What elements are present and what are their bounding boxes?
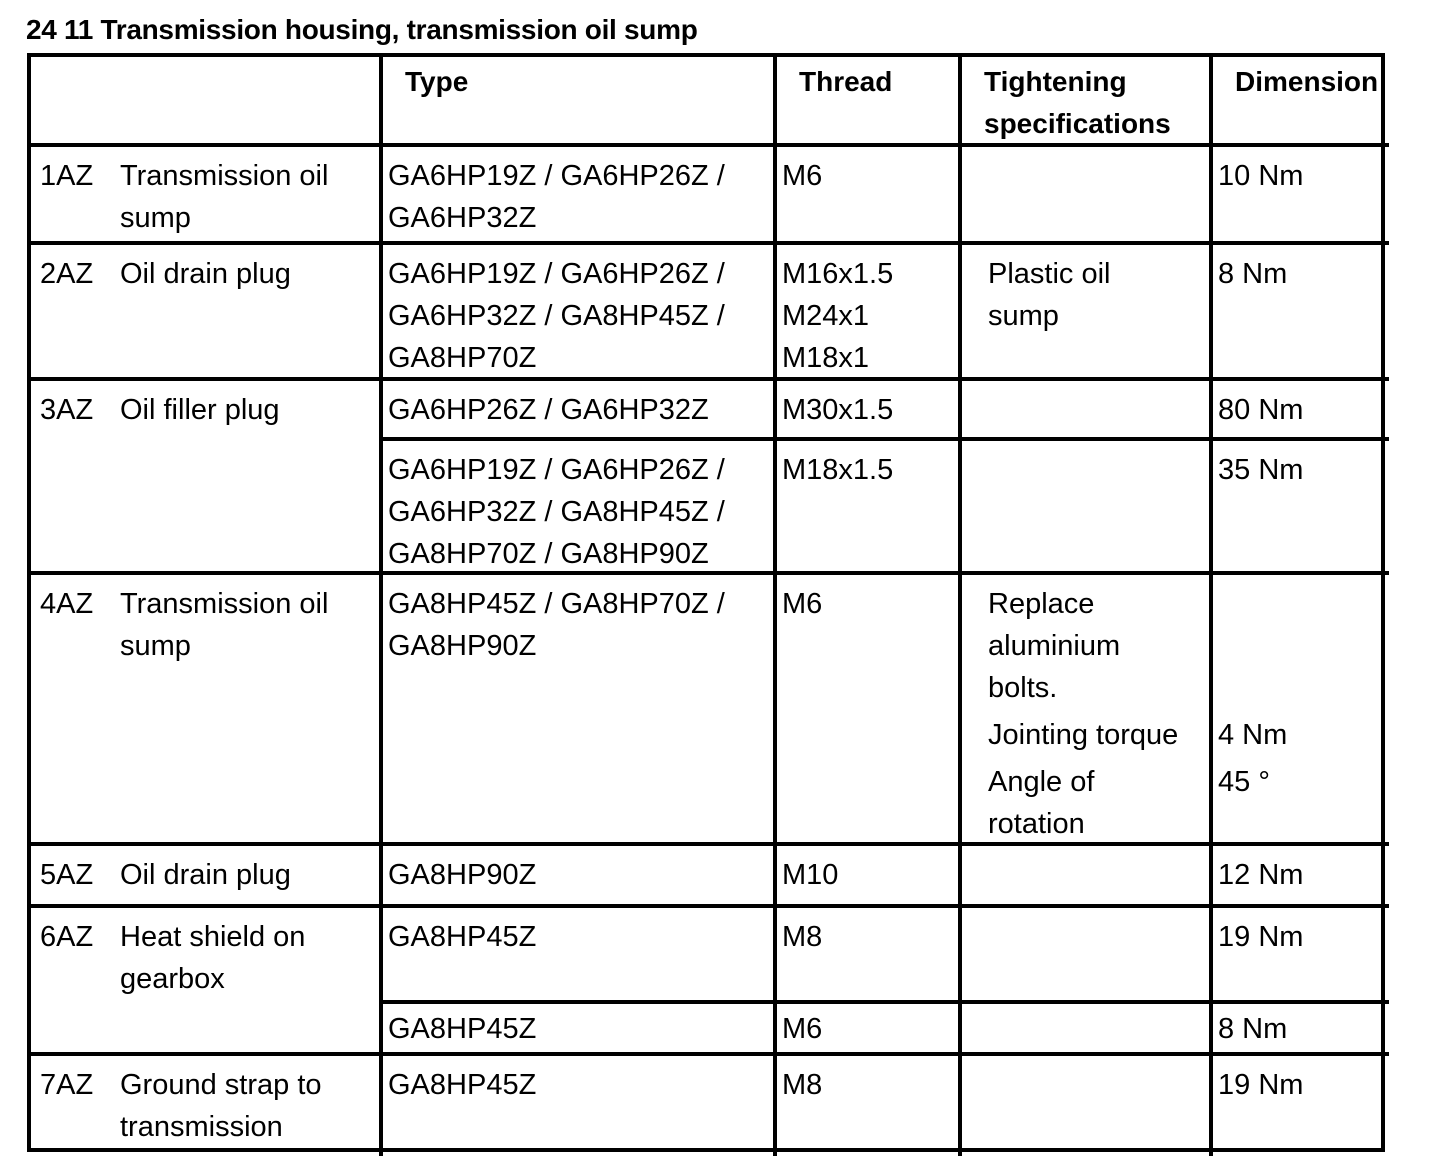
row-6az-a-type xyxy=(383,908,777,1004)
item-number: 2AZ xyxy=(40,258,94,290)
dimension-line: 19 Nm xyxy=(1218,921,1304,953)
row-4az-type xyxy=(383,575,777,846)
type-line: GA8HP45Z xyxy=(388,1069,537,1101)
item-name xyxy=(120,854,379,904)
item-name xyxy=(120,1064,379,1156)
header-tightening xyxy=(962,57,1213,147)
tightening-line: rotation xyxy=(988,808,1085,840)
row-5az-thread xyxy=(777,846,962,908)
dimension-line: 4 Nm xyxy=(1218,719,1288,751)
thread-line: M24x1 xyxy=(782,300,870,332)
tightening-line: sump xyxy=(988,300,1059,332)
thread-line: M6 xyxy=(782,588,823,620)
dimension-line: 12 Nm xyxy=(1218,859,1304,891)
type-line: GA8HP45Z xyxy=(388,921,537,953)
row-4az-item xyxy=(31,575,383,846)
row-3az-b-tightening xyxy=(962,441,1213,575)
item-number: 3AZ xyxy=(40,394,94,426)
torque-specification-table xyxy=(27,53,1385,1152)
item-name-line: Transmission oil xyxy=(120,160,329,192)
row-7az-dimension xyxy=(1213,1056,1389,1156)
row-3az-b-dimension xyxy=(1213,441,1389,575)
thread-line: M8 xyxy=(782,1069,823,1101)
row-4az-thread xyxy=(777,575,962,846)
row-6az-b-thread xyxy=(777,1004,962,1056)
thread-line: M8 xyxy=(782,921,823,953)
type-line: GA6HP32Z / GA8HP45Z / xyxy=(388,300,725,332)
item-number: 5AZ xyxy=(40,859,94,891)
item-number: 6AZ xyxy=(40,921,94,953)
type-line: GA8HP70Z / GA8HP90Z xyxy=(388,538,709,570)
item-name-line: Ground strap to xyxy=(120,1069,322,1101)
item-name-line: Transmission oil xyxy=(120,588,329,620)
row-3az-a-type xyxy=(383,381,777,441)
header-type: Type xyxy=(383,57,777,147)
row-4az-dimension xyxy=(1213,575,1389,846)
row-2az-type xyxy=(383,245,777,381)
type-line: GA6HP32Z / GA8HP45Z / xyxy=(388,496,725,528)
row-6az-b-tightening xyxy=(962,1004,1213,1056)
item-name-line: transmission xyxy=(120,1111,283,1143)
tightening-line: Angle of xyxy=(988,766,1095,798)
row-6az-a-tightening xyxy=(962,908,1213,1004)
tightening-line: Plastic oil xyxy=(988,258,1111,290)
row-6az-item xyxy=(31,908,383,1056)
type-line: GA8HP45Z xyxy=(388,1013,537,1045)
item-name-line: Oil drain plug xyxy=(120,258,291,290)
item-name-line: Oil filler plug xyxy=(120,394,280,426)
row-1az-item xyxy=(31,147,383,245)
row-4az-tightening xyxy=(962,575,1213,846)
dimension-line xyxy=(1218,583,1389,625)
tightening-line: Jointing torque xyxy=(988,719,1179,751)
row-1az-thread xyxy=(777,147,962,245)
thread-line: M30x1.5 xyxy=(782,394,894,426)
item-number: 7AZ xyxy=(40,1069,94,1101)
row-6az-b-type xyxy=(383,1004,777,1056)
row-3az-a-dimension xyxy=(1213,381,1389,441)
item-number: 1AZ xyxy=(40,160,94,192)
type-line: GA6HP32Z xyxy=(388,202,537,234)
row-1az-dimension xyxy=(1213,147,1389,245)
item-name xyxy=(120,253,379,377)
item-name xyxy=(120,389,379,571)
thread-line: M16x1.5 xyxy=(782,258,894,290)
dimension-line: 8 Nm xyxy=(1218,258,1288,290)
row-3az-a-thread xyxy=(777,381,962,441)
dimension-line xyxy=(1218,625,1389,667)
dimension-line: 19 Nm xyxy=(1218,1069,1304,1101)
row-7az-thread xyxy=(777,1056,962,1156)
type-line: GA8HP70Z xyxy=(388,342,537,374)
row-5az-type xyxy=(383,846,777,908)
dimension-line: 45 ° xyxy=(1218,766,1270,798)
type-line: GA6HP19Z / GA6HP26Z / xyxy=(388,258,725,290)
row-1az-type xyxy=(383,147,777,245)
item-name xyxy=(120,155,379,241)
item-name-line: sump xyxy=(120,630,191,662)
row-2az-item xyxy=(31,245,383,381)
document-title: 24 11 Transmission housing, transmission oil sump xyxy=(26,14,698,45)
row-5az-dimension xyxy=(1213,846,1389,908)
type-line: GA8HP90Z xyxy=(388,859,537,891)
thread-line: M18x1 xyxy=(782,342,870,374)
thread-line: M18x1.5 xyxy=(782,454,894,486)
type-line: GA8HP45Z / GA8HP70Z / xyxy=(388,588,725,620)
item-name-line: Heat shield on xyxy=(120,921,306,953)
dimension-line: 80 Nm xyxy=(1218,394,1304,426)
header-dimension: Dimension xyxy=(1213,57,1389,147)
item-number: 4AZ xyxy=(40,588,94,620)
row-2az-tightening xyxy=(962,245,1213,381)
row-5az-tightening xyxy=(962,846,1213,908)
row-5az-item xyxy=(31,846,383,908)
row-3az-b-thread xyxy=(777,441,962,575)
row-6az-a-dimension xyxy=(1213,908,1389,1004)
item-name xyxy=(120,916,379,1052)
item-name-line: gearbox xyxy=(120,963,225,995)
row-1az-tightening xyxy=(962,147,1213,245)
row-3az-a-tightening xyxy=(962,381,1213,441)
dimension-line: 8 Nm xyxy=(1218,1013,1288,1045)
type-line: GA6HP19Z / GA6HP26Z / xyxy=(388,454,725,486)
header-tightening-line-2: specifications xyxy=(984,108,1171,139)
thread-line: M6 xyxy=(782,160,823,192)
type-line: GA8HP90Z xyxy=(388,630,537,662)
header-item xyxy=(31,57,383,147)
dimension-line xyxy=(1218,667,1389,709)
row-6az-a-thread xyxy=(777,908,962,1004)
dimension-line: 35 Nm xyxy=(1218,454,1304,486)
thread-line: M10 xyxy=(782,859,839,891)
row-7az-item xyxy=(31,1056,383,1156)
row-2az-thread xyxy=(777,245,962,381)
tightening-line: aluminium xyxy=(988,630,1121,662)
tightening-line: bolts. xyxy=(988,672,1058,704)
item-name xyxy=(120,583,379,842)
thread-line: M6 xyxy=(782,1013,823,1045)
row-7az-type xyxy=(383,1056,777,1156)
type-line: GA6HP26Z / GA6HP32Z xyxy=(388,394,709,426)
row-3az-item xyxy=(31,381,383,575)
header-thread: Thread xyxy=(777,57,962,147)
row-6az-b-dimension xyxy=(1213,1004,1389,1056)
header-tightening-line-1: Tightening xyxy=(984,66,1127,97)
item-name-line: sump xyxy=(120,202,191,234)
dimension-line: 10 Nm xyxy=(1218,160,1304,192)
tightening-line: Replace xyxy=(988,588,1095,620)
type-line: GA6HP19Z / GA6HP26Z / xyxy=(388,160,725,192)
row-2az-dimension xyxy=(1213,245,1389,381)
row-7az-tightening xyxy=(962,1056,1213,1156)
row-3az-b-type xyxy=(383,441,777,575)
item-name-line: Oil drain plug xyxy=(120,859,291,891)
